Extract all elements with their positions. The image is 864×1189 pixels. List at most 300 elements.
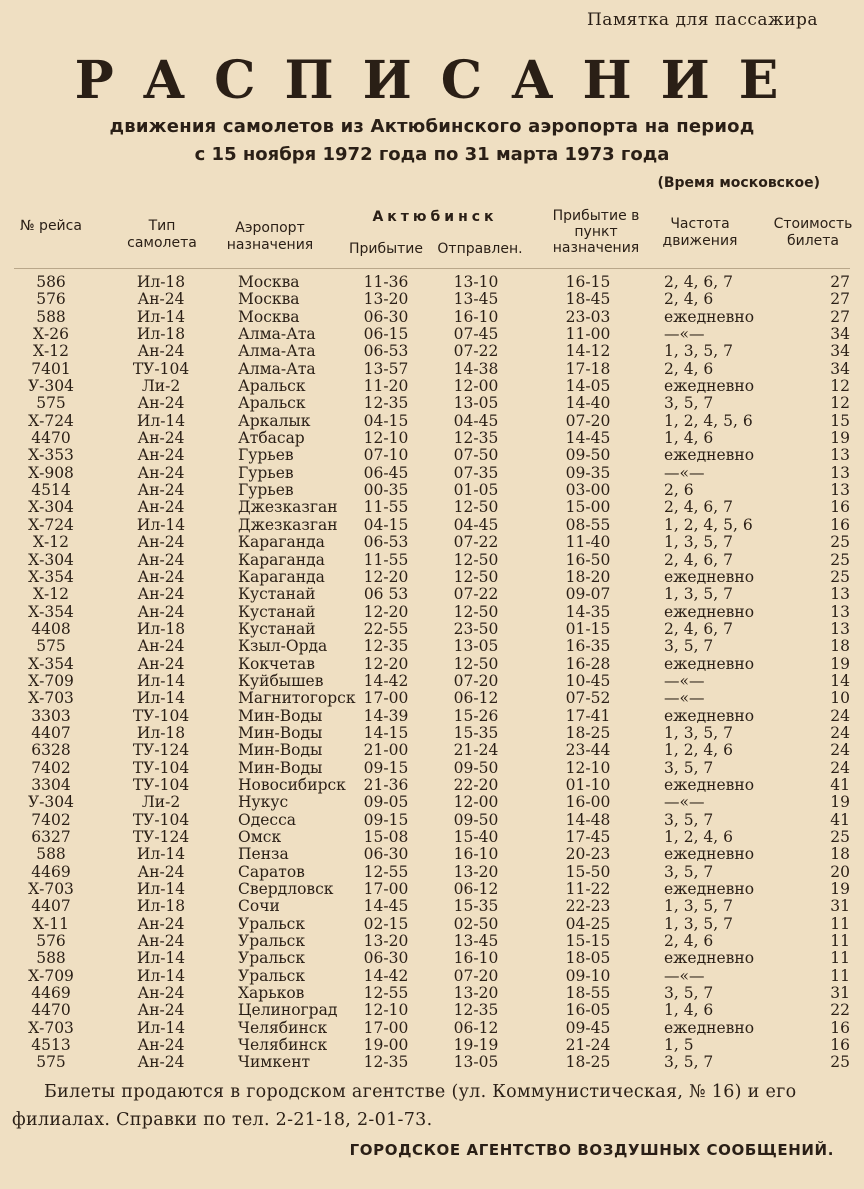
frequency-cell: ежедневно <box>664 446 755 465</box>
arrival-time-cell: 06-30 <box>363 307 409 326</box>
ticket-cost-cell: 18 <box>830 637 850 656</box>
table-row <box>0 898 864 915</box>
destination-cell: Магнитогорск <box>238 689 356 708</box>
departure-time-cell: 13-45 <box>453 290 499 309</box>
aircraft-type-cell: Ил-14 <box>136 880 186 899</box>
destination-cell: Кустанай <box>238 585 316 604</box>
arrival-time-cell: 06-30 <box>363 949 409 968</box>
frequency-cell: 3, 5, 7 <box>664 758 714 777</box>
flight-number-cell: Х-703 <box>28 880 74 899</box>
ticket-cost-cell: 34 <box>830 359 850 378</box>
destination-cell: Аральск <box>238 377 306 396</box>
arrival-destination-time-cell: 18-55 <box>565 984 611 1003</box>
column-header-aircraft-type: Тип самолета <box>127 218 197 251</box>
departure-time-cell: 06-12 <box>453 880 499 899</box>
departure-time-cell: 04-45 <box>453 515 499 534</box>
frequency-cell: 1, 3, 5, 7 <box>664 533 734 552</box>
flight-number-cell: 575 <box>36 637 66 656</box>
ticket-cost-cell: 25 <box>830 550 850 569</box>
flight-number-cell: 4469 <box>31 862 71 881</box>
ticket-cost-cell: 12 <box>830 394 850 413</box>
arrival-time-cell: 06-45 <box>363 463 409 482</box>
frequency-cell: —«— <box>664 325 705 344</box>
ticket-cost-cell: 19 <box>830 880 850 899</box>
ticket-cost-cell: 27 <box>830 290 850 309</box>
frequency-cell: 3, 5, 7 <box>664 394 714 413</box>
aircraft-type-cell: Ан-24 <box>137 1053 185 1072</box>
arrival-destination-time-cell: 16-00 <box>565 793 611 812</box>
flight-number-cell: 4513 <box>31 1036 71 1055</box>
destination-cell: Кзыл-Орда <box>238 637 328 656</box>
destination-cell: Джезказган <box>238 498 338 517</box>
table-row <box>0 621 864 638</box>
aircraft-type-cell: Ил-14 <box>136 949 186 968</box>
destination-cell: Аркалык <box>238 411 311 430</box>
frequency-cell: 3, 5, 7 <box>664 810 714 829</box>
table-row <box>0 343 864 360</box>
aircraft-type-cell: Ли-2 <box>141 377 181 396</box>
aircraft-type-cell: Ил-18 <box>136 897 186 916</box>
table-row <box>0 586 864 603</box>
ticket-cost-cell: 31 <box>830 984 850 1003</box>
arrival-time-cell: 13-57 <box>363 359 409 378</box>
flight-number-cell: У-304 <box>27 377 75 396</box>
ticket-cost-cell: 11 <box>830 932 850 951</box>
frequency-cell: 1, 3, 5, 7 <box>664 723 734 742</box>
frequency-cell: ежедневно <box>664 706 755 725</box>
aircraft-type-cell: Ан-24 <box>137 1001 185 1020</box>
aircraft-type-cell: Ан-24 <box>137 862 185 881</box>
aircraft-type-cell: ТУ-104 <box>132 359 190 378</box>
arrival-destination-time-cell: 10-45 <box>565 671 611 690</box>
arrival-destination-time-cell: 16-05 <box>565 1001 611 1020</box>
destination-cell: Нукус <box>238 793 289 812</box>
frequency-cell: ежедневно <box>664 1018 755 1037</box>
arrival-destination-time-cell: 18-45 <box>565 290 611 309</box>
table-row <box>0 482 864 499</box>
aircraft-type-cell: Ан-24 <box>137 567 185 586</box>
destination-cell: Пенза <box>238 845 289 864</box>
table-row <box>0 916 864 933</box>
arrival-destination-time-cell: 14-12 <box>565 342 611 361</box>
arrival-destination-time-cell: 18-05 <box>565 949 611 968</box>
table-row <box>0 569 864 586</box>
subtitle-line-1: движения самолетов из Актюбинского аэропорта на период <box>109 116 755 137</box>
table-row <box>0 1037 864 1054</box>
destination-cell: Алма-Ата <box>238 342 316 361</box>
destination-cell: Алма-Ата <box>238 325 316 344</box>
table-row <box>0 552 864 569</box>
ticket-cost-cell: 13 <box>830 463 850 482</box>
arrival-destination-time-cell: 14-35 <box>565 602 611 621</box>
frequency-cell: ежедневно <box>664 654 755 673</box>
ticket-cost-cell: 11 <box>830 914 850 933</box>
aircraft-type-cell: Ан-24 <box>137 602 185 621</box>
table-row <box>0 864 864 881</box>
frequency-cell: —«— <box>664 689 705 708</box>
ticket-cost-cell: 22 <box>830 1001 850 1020</box>
flight-number-cell: 6328 <box>31 741 71 760</box>
departure-time-cell: 16-10 <box>453 845 499 864</box>
departure-time-cell: 12-50 <box>453 602 499 621</box>
aircraft-type-cell: Ил-14 <box>136 307 186 326</box>
ticket-cost-cell: 10 <box>830 689 850 708</box>
frequency-cell: 2, 6 <box>664 481 694 500</box>
destination-cell: Мин-Воды <box>238 706 323 725</box>
aircraft-type-cell: Ан-24 <box>137 342 185 361</box>
arrival-time-cell: 21-00 <box>363 741 409 760</box>
frequency-cell: ежедневно <box>664 307 755 326</box>
ticket-cost-cell: 25 <box>830 533 850 552</box>
arrival-destination-time-cell: 12-10 <box>565 758 611 777</box>
departure-time-cell: 21-24 <box>453 741 499 760</box>
table-row <box>0 499 864 516</box>
departure-time-cell: 07-20 <box>453 671 499 690</box>
aircraft-type-cell: Ан-24 <box>137 394 185 413</box>
footer-line-2: филиалах. Справки по тел. 2-21-18, 2-01-73. <box>12 1110 433 1130</box>
ticket-cost-cell: 19 <box>830 793 850 812</box>
destination-cell: Саратов <box>238 862 305 881</box>
table-row <box>0 1002 864 1019</box>
departure-time-cell: 12-50 <box>453 498 499 517</box>
aircraft-type-cell: Ан-24 <box>137 446 185 465</box>
destination-cell: Новосибирск <box>238 775 346 794</box>
destination-cell: Мин-Воды <box>238 741 323 760</box>
frequency-cell: 1, 2, 4, 6 <box>664 741 734 760</box>
arrival-destination-time-cell: 08-55 <box>565 515 611 534</box>
table-row <box>0 985 864 1002</box>
table-row <box>0 812 864 829</box>
frequency-cell: ежедневно <box>664 377 755 396</box>
ticket-cost-cell: 11 <box>830 949 850 968</box>
arrival-time-cell: 12-35 <box>363 1053 409 1072</box>
aircraft-type-cell: Ил-18 <box>136 273 186 291</box>
frequency-cell: ежедневно <box>664 845 755 864</box>
flight-number-cell: Х-11 <box>33 914 69 933</box>
ticket-cost-cell: 14 <box>830 671 850 690</box>
ticket-cost-cell: 25 <box>830 828 850 846</box>
flight-number-cell: Х-26 <box>33 325 69 344</box>
table-row <box>0 430 864 447</box>
flight-number-cell: Х-354 <box>28 602 74 621</box>
destination-cell: Караганда <box>238 533 325 552</box>
ticket-cost-cell: 11 <box>830 966 850 985</box>
ticket-cost-cell: 25 <box>830 1053 850 1072</box>
departure-time-cell: 12-50 <box>453 567 499 586</box>
departure-time-cell: 19-19 <box>453 1036 499 1055</box>
table-row <box>0 1054 864 1071</box>
departure-time-cell: 04-45 <box>453 411 499 430</box>
arrival-destination-time-cell: 17-41 <box>565 706 611 725</box>
destination-cell: Чимкент <box>238 1053 311 1072</box>
arrival-destination-time-cell: 23-03 <box>565 307 611 326</box>
frequency-cell: 1, 4, 6 <box>664 1001 714 1020</box>
arrival-destination-time-cell: 07-52 <box>565 689 611 708</box>
arrival-destination-time-cell: 09-45 <box>565 1018 611 1037</box>
table-row <box>0 656 864 673</box>
destination-cell: Уральск <box>238 932 306 951</box>
departure-time-cell: 16-10 <box>453 949 499 968</box>
table-row <box>0 708 864 725</box>
aircraft-type-cell: ТУ-104 <box>132 810 190 829</box>
aircraft-type-cell: Ил-14 <box>136 1018 186 1037</box>
destination-cell: Сочи <box>238 897 280 916</box>
page-title: РАСПИСАНИЕ <box>74 50 808 111</box>
departure-time-cell: 12-35 <box>453 1001 499 1020</box>
destination-cell: Свердловск <box>238 880 334 899</box>
departure-time-cell: 09-50 <box>453 810 499 829</box>
flight-number-cell: Х-709 <box>28 966 74 985</box>
flight-number-cell: 7402 <box>31 758 71 777</box>
column-header-arrival-destination: Прибытие в пункт назначения <box>552 208 640 256</box>
aircraft-type-cell: Ан-24 <box>137 429 185 448</box>
destination-cell: Харьков <box>238 984 305 1003</box>
departure-time-cell: 12-00 <box>453 793 499 812</box>
frequency-cell: 3, 5, 7 <box>664 862 714 881</box>
departure-time-cell: 07-50 <box>453 446 499 465</box>
arrival-destination-time-cell: 01-10 <box>565 775 611 794</box>
arrival-time-cell: 14-15 <box>363 723 409 742</box>
ticket-cost-cell: 41 <box>830 810 850 829</box>
aircraft-type-cell: ТУ-104 <box>132 706 190 725</box>
arrival-time-cell: 17-00 <box>363 689 409 708</box>
ticket-cost-cell: 18 <box>830 845 850 864</box>
flight-number-cell: 4408 <box>31 619 71 638</box>
flight-number-cell: Х-709 <box>28 671 74 690</box>
arrival-time-cell: 12-10 <box>363 1001 409 1020</box>
departure-time-cell: 13-45 <box>453 932 499 951</box>
aircraft-type-cell: ТУ-124 <box>132 828 190 846</box>
departure-time-cell: 06-12 <box>453 689 499 708</box>
arrival-destination-time-cell: 15-00 <box>565 498 611 517</box>
table-row <box>0 534 864 551</box>
departure-time-cell: 23-50 <box>453 619 499 638</box>
flight-number-cell: 576 <box>36 290 66 309</box>
aircraft-type-cell: ТУ-104 <box>132 775 190 794</box>
flight-number-cell: 4469 <box>31 984 71 1003</box>
destination-cell: Караганда <box>238 550 325 569</box>
aircraft-type-cell: Ли-2 <box>141 793 181 812</box>
arrival-destination-time-cell: 16-35 <box>565 637 611 656</box>
flight-number-cell: Х-12 <box>33 585 69 604</box>
departure-time-cell: 07-45 <box>453 325 499 344</box>
destination-cell: Мин-Воды <box>238 758 323 777</box>
table-row <box>0 309 864 326</box>
flight-number-cell: Х-354 <box>28 654 74 673</box>
arrival-time-cell: 13-20 <box>363 932 409 951</box>
aircraft-type-cell: Ан-24 <box>137 984 185 1003</box>
flight-number-cell: 4514 <box>31 481 71 500</box>
arrival-destination-time-cell: 09-35 <box>565 463 611 482</box>
flight-number-cell: 588 <box>36 845 66 864</box>
frequency-cell: 2, 4, 6, 7 <box>664 498 734 517</box>
aircraft-type-cell: ТУ-124 <box>132 741 190 760</box>
arrival-time-cell: 11-36 <box>363 273 409 291</box>
destination-cell: Целиноград <box>238 1001 338 1020</box>
table-row <box>0 361 864 378</box>
arrival-destination-time-cell: 01-15 <box>565 619 611 638</box>
aircraft-type-cell: Ан-24 <box>137 533 185 552</box>
arrival-time-cell: 04-15 <box>363 411 409 430</box>
frequency-cell: 3, 5, 7 <box>664 637 714 656</box>
arrival-destination-time-cell: 23-44 <box>565 741 611 760</box>
column-header-flight-number: № рейса <box>20 218 82 234</box>
frequency-cell: 2, 4, 6, 7 <box>664 550 734 569</box>
arrival-time-cell: 13-20 <box>363 290 409 309</box>
flight-number-cell: 588 <box>36 949 66 968</box>
arrival-destination-time-cell: 16-50 <box>565 550 611 569</box>
table-row <box>0 291 864 308</box>
flight-number-cell: 588 <box>36 307 66 326</box>
arrival-time-cell: 12-55 <box>363 984 409 1003</box>
departure-time-cell: 07-22 <box>453 342 499 361</box>
arrival-time-cell: 06 53 <box>363 585 409 604</box>
destination-cell: Атбасар <box>238 429 305 448</box>
ticket-cost-cell: 15 <box>830 411 850 430</box>
flight-number-cell: Х-703 <box>28 689 74 708</box>
destination-cell: Уральск <box>238 966 306 985</box>
arrival-time-cell: 14-42 <box>363 966 409 985</box>
departure-time-cell: 13-05 <box>453 1053 499 1072</box>
departure-time-cell: 15-35 <box>453 897 499 916</box>
arrival-destination-time-cell: 09-50 <box>565 446 611 465</box>
timezone-note: (Время московское) <box>657 175 820 191</box>
flight-number-cell: Х-724 <box>28 411 74 430</box>
aircraft-type-cell: Ан-24 <box>137 463 185 482</box>
flight-number-cell: У-304 <box>27 793 75 812</box>
departure-time-cell: 13-20 <box>453 984 499 1003</box>
departure-time-cell: 14-38 <box>453 359 499 378</box>
memo-caption: Памятка для пассажира <box>586 10 818 30</box>
arrival-time-cell: 07-10 <box>363 446 409 465</box>
frequency-cell: 1, 5 <box>664 1036 694 1055</box>
arrival-time-cell: 12-20 <box>363 602 409 621</box>
destination-cell: Кустанай <box>238 602 316 621</box>
frequency-cell: 2, 4, 6, 7 <box>664 619 734 638</box>
table-row <box>0 673 864 690</box>
arrival-time-cell: 14-39 <box>363 706 409 725</box>
arrival-destination-time-cell: 22-23 <box>565 897 611 916</box>
flight-number-cell: Х-353 <box>28 446 74 465</box>
flight-number-cell: 3304 <box>31 775 71 794</box>
arrival-time-cell: 04-15 <box>363 515 409 534</box>
arrival-time-cell: 09-15 <box>363 810 409 829</box>
departure-time-cell: 15-26 <box>453 706 499 725</box>
aircraft-type-cell: Ан-24 <box>137 585 185 604</box>
frequency-cell: 2, 4, 6 <box>664 932 714 951</box>
frequency-cell: 1, 3, 5, 7 <box>664 585 734 604</box>
arrival-destination-time-cell: 17-18 <box>565 359 611 378</box>
arrival-destination-time-cell: 14-45 <box>565 429 611 448</box>
column-header-frequency: Частота движения <box>662 216 738 249</box>
flight-number-cell: 7402 <box>31 810 71 829</box>
arrival-time-cell: 09-05 <box>363 793 409 812</box>
frequency-cell: 2, 4, 6 <box>664 359 714 378</box>
aircraft-type-cell: Ан-24 <box>137 550 185 569</box>
flight-number-cell: 4470 <box>31 1001 71 1020</box>
destination-cell: Кустанай <box>238 619 316 638</box>
arrival-destination-time-cell: 16-15 <box>565 273 611 291</box>
arrival-time-cell: 00-35 <box>363 481 409 500</box>
table-row <box>0 742 864 759</box>
flight-number-cell: Х-908 <box>28 463 74 482</box>
frequency-cell: 3, 5, 7 <box>664 1053 714 1072</box>
aircraft-type-cell: Ан-24 <box>137 498 185 517</box>
ticket-cost-cell: 20 <box>830 862 850 881</box>
destination-cell: Москва <box>238 290 300 309</box>
ticket-cost-cell: 13 <box>830 602 850 621</box>
frequency-cell: 2, 4, 6 <box>664 290 714 309</box>
table-row <box>0 604 864 621</box>
flight-number-cell: 576 <box>36 932 66 951</box>
footer-line-1: Билеты продаются в городском агентстве (ул. Коммунистическая, № 16) и его <box>44 1082 797 1102</box>
table-row <box>0 395 864 412</box>
arrival-destination-time-cell: 14-40 <box>565 394 611 413</box>
flight-number-cell: 4407 <box>31 723 71 742</box>
arrival-time-cell: 06-53 <box>363 342 409 361</box>
frequency-cell: 2, 4, 6, 7 <box>664 273 734 291</box>
destination-cell: Гурьев <box>238 481 294 500</box>
arrival-destination-time-cell: 15-15 <box>565 932 611 951</box>
aircraft-type-cell: Ан-24 <box>137 914 185 933</box>
arrival-time-cell: 12-55 <box>363 862 409 881</box>
arrival-destination-time-cell: 09-10 <box>565 966 611 985</box>
aircraft-type-cell: Ил-14 <box>136 689 186 708</box>
aircraft-type-cell: Ил-18 <box>136 325 186 344</box>
flight-number-cell: 6327 <box>31 828 71 846</box>
destination-cell: Гурьев <box>238 446 294 465</box>
flight-number-cell: 4470 <box>31 429 71 448</box>
table-row <box>0 1020 864 1037</box>
arrival-destination-time-cell: 03-00 <box>565 481 611 500</box>
destination-cell: Мин-Воды <box>238 723 323 742</box>
ticket-cost-cell: 16 <box>830 515 850 534</box>
ticket-cost-cell: 27 <box>830 273 850 291</box>
table-row <box>0 933 864 950</box>
departure-time-cell: 15-35 <box>453 723 499 742</box>
arrival-destination-time-cell: 18-25 <box>565 723 611 742</box>
ticket-cost-cell: 24 <box>830 741 850 760</box>
arrival-time-cell: 12-35 <box>363 394 409 413</box>
frequency-cell: 1, 3, 5, 7 <box>664 897 734 916</box>
arrival-time-cell: 22-55 <box>363 619 409 638</box>
arrival-time-cell: 12-20 <box>363 654 409 673</box>
table-row <box>0 846 864 863</box>
ticket-cost-cell: 16 <box>830 1036 850 1055</box>
departure-time-cell: 16-10 <box>453 307 499 326</box>
arrival-destination-time-cell: 09-07 <box>565 585 611 604</box>
arrival-time-cell: 12-10 <box>363 429 409 448</box>
frequency-cell: 3, 5, 7 <box>664 984 714 1003</box>
destination-cell: Алма-Ата <box>238 359 316 378</box>
flight-number-cell: Х-724 <box>28 515 74 534</box>
arrival-time-cell: 06-15 <box>363 325 409 344</box>
arrival-destination-time-cell: 15-50 <box>565 862 611 881</box>
departure-time-cell: 12-50 <box>453 654 499 673</box>
table-row <box>0 829 864 846</box>
departure-time-cell: 07-22 <box>453 533 499 552</box>
flight-number-cell: 575 <box>36 1053 66 1072</box>
flight-number-cell: 3303 <box>31 706 71 725</box>
destination-cell: Гурьев <box>238 463 294 482</box>
column-header-cost: Стоимость билета <box>773 216 853 249</box>
header-divider <box>14 268 850 269</box>
arrival-time-cell: 02-15 <box>363 914 409 933</box>
aircraft-type-cell: Ан-24 <box>137 637 185 656</box>
ticket-cost-cell: 34 <box>830 342 850 361</box>
table-row <box>0 725 864 742</box>
departure-time-cell: 13-10 <box>453 273 499 291</box>
